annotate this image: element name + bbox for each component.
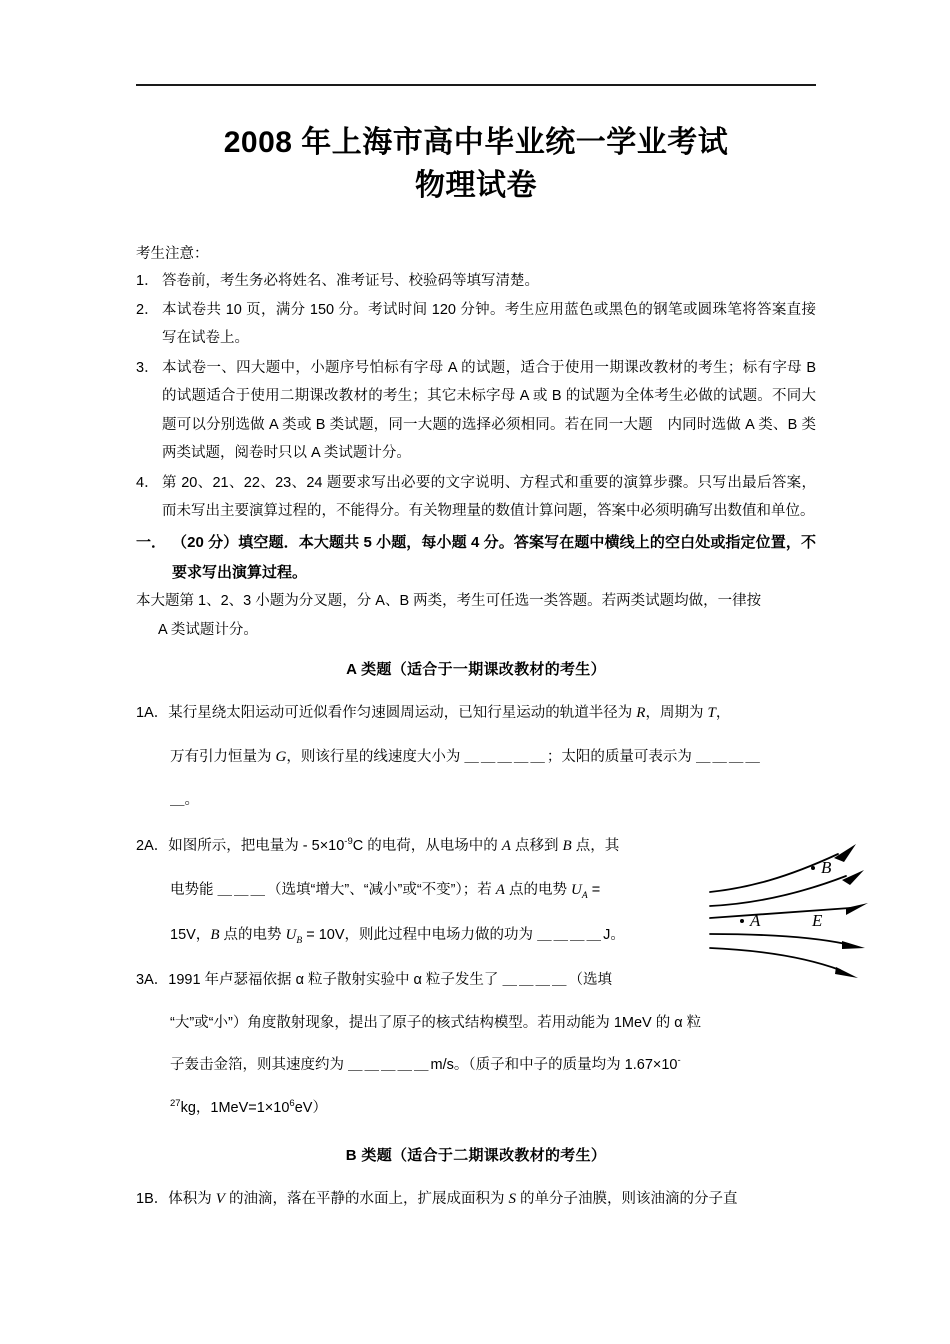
notice-number: 1． [136,272,159,289]
section-text: （20 分）填空题．本大题共 5 小题，每小题 4 分。答案写在题中横线上的空白处或指定位置，不要求写出演算过程。 [172,534,816,581]
header-divider [136,84,816,86]
notice-number: 3． [136,359,159,376]
question-2a-text-12: J。 [603,926,625,943]
exponent: 6 [289,1098,295,1110]
answer-blank[interactable]: ＿＿＿＿＿ [464,749,547,766]
variable-r: R [636,704,646,721]
question-2a-text-4: 点，其 [571,838,620,855]
question-1a-text-5: ，则该行星的线速度大小为 [286,749,465,766]
question-2a-text-3: 点移到 [510,838,563,855]
variable-b: B [210,926,220,943]
variable-s: S [508,1190,517,1207]
notice-number: 4． [136,474,159,491]
answer-blank[interactable]: ＿＿＿ [217,882,268,899]
notice-text: 本试卷一、四大题中，小题序号怕标有字母 A 的试题，适合于使用一期课改教材的考生；标有字母 B 的试题适合于使用二期课改教材的考生；其它未标字母 A 或 B 的试题为全体考生必做的试题。不同大题可以分别选做 A 类或 B 类试题，同一大题的选择必须相同。若在同一大题 内同时选做 A 类、B 类两类试题，阅卷时只以 A 类试题计分。 [162,359,816,462]
question-1a-line-1 [136,691,816,735]
question-1a-text-6: ；太阳的质量可表示为 [546,749,696,766]
answer-blank[interactable]: ＿＿＿＿ [695,749,762,766]
notice-item-3 [136,354,816,468]
subscript-b: B [296,935,303,946]
question-3a-text-4: m/s。（质子和中子的质量均为 1.67×10 [430,1057,678,1074]
question-2a-text-11: = 10V，则此过程中电场力做的功为 [302,926,538,943]
question-1a-line-2 [136,735,816,779]
question-2a-text-8: = [587,882,601,899]
title-line-1: 2008 年上海市高中毕业统一学业考试 [223,126,729,159]
exponent: 27 [170,1098,181,1110]
question-1b-line-1 [136,1177,816,1221]
question-2a-text-2: C 的电荷，从电场中的 [352,838,502,855]
question-1a-text-3: ， [715,704,731,721]
notice-item-1 [136,267,816,295]
exponent: - [677,1055,681,1067]
question-3a-line-3 [136,1044,816,1087]
section-one-heading [136,528,816,587]
question-1a-text-4: 万有引力恒量为 [170,749,276,766]
question-2a-text-9: 15V， [170,926,211,943]
field-label-e: E [812,911,823,930]
question-3a-label: 3A． [136,971,169,988]
variable-g: G [275,749,287,766]
question-1b [136,1177,816,1221]
question-1b-text-2: 的油滴，落在平静的水面上，扩展成面积为 [224,1190,509,1207]
section-note-line-1: 本大题第 1、2、3 小题为分叉题，分 A、B 两类，考生可任选一类答题。若两类试题均做，一律按 [136,593,762,610]
subscript-a: A [581,891,588,902]
notice-heading: 考生注意： [136,246,209,263]
exponent: -9 [344,836,353,848]
section-note-line-2: A 类试题计分。 [158,621,258,638]
question-2a-text-7: 点的电势 [504,882,572,899]
question-3a-text-3: 子轰击金箔，则其速度约为 [170,1057,349,1074]
notice-item-2 [136,296,816,353]
question-2a-text-10: 点的电势 [219,926,286,943]
question-2a-text-5: 电势能 [170,882,218,899]
question-1a-line-3: ＿。 [170,792,199,809]
question-1b-label: 1B． [136,1190,169,1207]
answer-blank[interactable]: ＿＿＿＿ [502,971,569,988]
question-3a-text-6: eV） [294,1100,327,1117]
electric-field-lines-diagram [708,838,888,980]
variable-u: U [285,926,297,943]
category-a-heading: A 类题（适合于一期课改教材的考生） [346,660,606,678]
notice-item-4 [136,469,816,526]
page-title [136,122,816,207]
category-b-heading: B 类题（适合于二期课改教材的考生） [345,1146,607,1164]
variable-a: A [495,882,505,899]
question-3a-text-2: （选填 [568,971,612,988]
variable-v: V [215,1190,225,1207]
notice-text: 本试卷共 10 页，满分 150 分。考试时间 120 分钟。考生应用蓝色或黑色的钢笔或圆珠笔将答案直接写在试卷上。 [162,302,816,347]
variable-a: A [501,838,511,855]
title-line-2: 物理试卷 [415,168,537,202]
notice-text: 答卷前，考生务必将姓名、准考证号、校验码等填写清楚。 [162,272,539,289]
answer-blank[interactable]: ＿＿＿＿＿ [348,1057,431,1074]
question-1b-text-1: 体积为 [168,1190,216,1207]
section-note [136,587,816,644]
question-1a-text-1: 某行星绕太阳运动可近似看作匀速圆周运动，已知行星运动的轨道半径为 [168,704,637,721]
question-1a [136,691,816,822]
notice-number: 2． [136,302,159,319]
section-number: 一． [136,534,167,552]
variable-u: U [571,882,582,899]
question-2a-label: 2A． [136,838,169,855]
question-1a-label: 1A． [136,704,169,721]
question-3a-text-5: kg，1MeV=1×10 [180,1100,290,1117]
question-3a [136,959,816,1130]
point-b-label: B [821,858,832,877]
question-1b-text-3: 的单分子油膜，则该油滴的分子直 [516,1190,738,1207]
variable-t: T [707,704,716,721]
variable-b: B [562,838,572,855]
notice-text: 第 20、21、22、23、24 题要求写出必要的文字说明、方程式和重要的演算步骤。只写出最后答案，而未写出主要演算过程的，不能得分。有关物理量的数值计算问题，答案中必须明确写出数值和单位。 [162,474,816,519]
question-1a-text-2: ，周期为 [645,704,708,721]
question-2a-text-1: 如图所示，把电量为 - 5×10 [168,838,345,855]
question-3a-line-4 [136,1087,816,1130]
page-content [136,0,816,1221]
question-2a-text-6: （选填“增大”、“减小”或“不变”）；若 [267,882,496,899]
question-3a-line-2: “大”或“小”）角度散射现象，提出了原子的核式结构模型。若用动能为 1MeV 的 α 粒 [170,1014,702,1031]
point-a-label: A [750,911,761,930]
answer-blank[interactable]: ＿＿＿＿ [537,926,604,943]
question-3a-text-1: 1991 年卢瑟福依据 α 粒子散射实验中 α 粒子发生了 [168,971,503,988]
